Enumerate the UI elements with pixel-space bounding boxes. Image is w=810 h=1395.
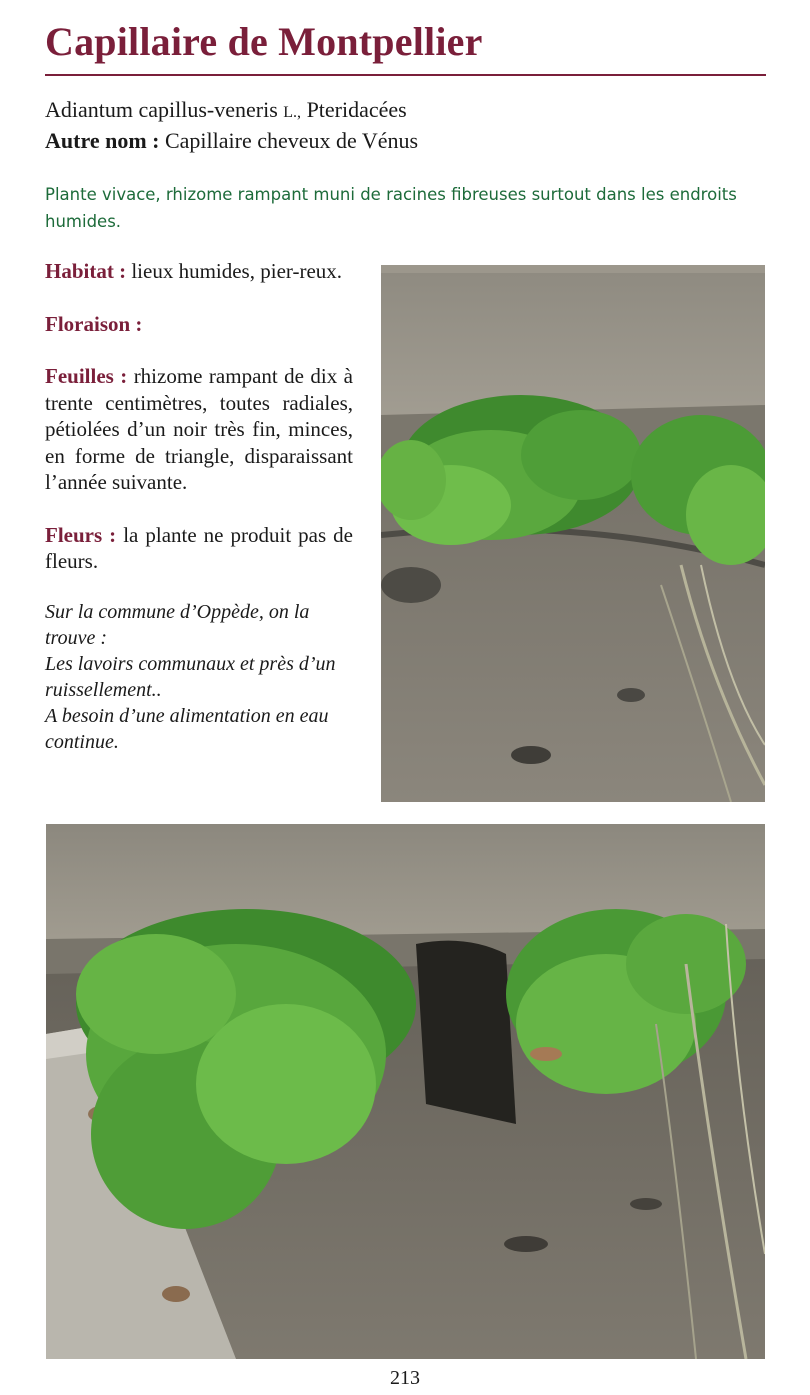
location-note-line: Les lavoirs communaux et près d’un ruissellement.. bbox=[45, 652, 336, 701]
floraison-section bbox=[45, 311, 353, 338]
location-note-line: Sur la commune d’Oppède, on la trouve : bbox=[45, 600, 310, 649]
alternate-name-line bbox=[45, 127, 418, 155]
feuilles-text: rhizome rampant de dix à trente centimètres, toutes radiales, pétiolées d’un noir très fin, minces, en forme de triangle, disparaissant l’année suivante. bbox=[45, 364, 353, 494]
scientific-name: Adiantum capillus-veneris bbox=[45, 97, 278, 122]
location-note bbox=[45, 599, 353, 755]
habitat-section bbox=[45, 258, 353, 285]
page-title: Capillaire de Montpellier bbox=[45, 19, 483, 64]
fern-photo-top bbox=[381, 265, 765, 802]
text-column bbox=[45, 258, 353, 755]
plant-family: Pteridacées bbox=[306, 97, 407, 122]
fleurs-text: la plante ne produit pas de fleurs. bbox=[45, 522, 354, 573]
habitat-text: lieux humides, pier-reux. bbox=[131, 259, 343, 283]
alternate-name-label: Autre nom : bbox=[45, 128, 160, 153]
scientific-name-line bbox=[45, 96, 407, 127]
feuilles-section bbox=[45, 363, 353, 496]
fleurs-label: Fleurs : bbox=[45, 522, 117, 547]
feuilles-label: Feuilles : bbox=[45, 364, 128, 388]
fern-photo-bottom bbox=[46, 824, 765, 1359]
scientific-author: L., bbox=[283, 104, 302, 121]
habitat-label: Habitat : bbox=[45, 259, 127, 283]
location-note-line: A besoin d’une alimentation en eau continue. bbox=[45, 704, 329, 753]
alternate-name-value: Capillaire cheveux de Vénus bbox=[164, 128, 419, 153]
intro-description: Plante vivace, rhizome rampant muni de racines fibreuses surtout dans les endroits humides. bbox=[45, 185, 737, 231]
fern-photo-top-image bbox=[381, 265, 765, 802]
floraison-label: Floraison : bbox=[45, 311, 143, 336]
fleurs-section bbox=[45, 522, 353, 575]
page-number: 213 bbox=[390, 1367, 420, 1389]
fern-photo-bottom-image bbox=[46, 824, 765, 1359]
title-divider bbox=[45, 74, 766, 76]
